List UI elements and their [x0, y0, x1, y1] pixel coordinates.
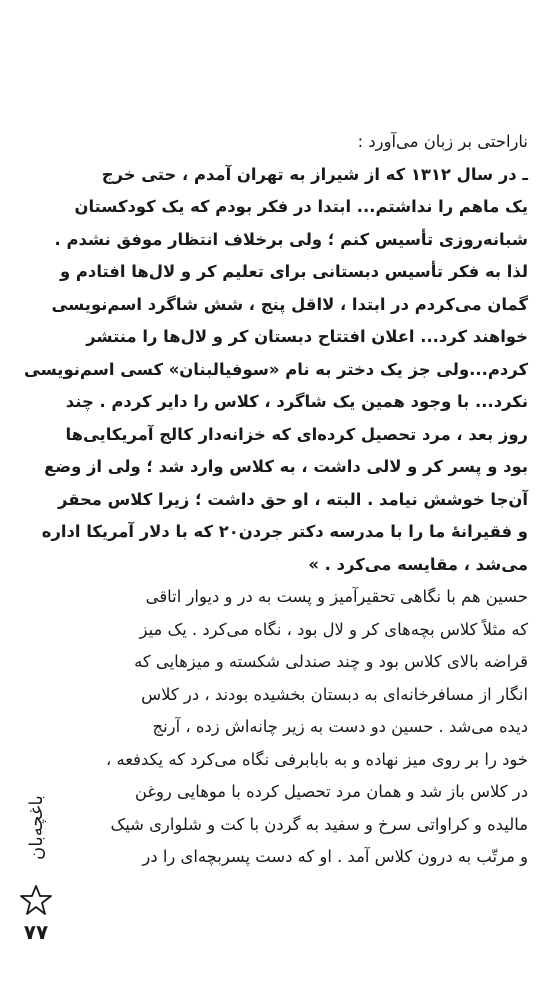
text-line: دیده می‌شد . حسین دو دست به زیر چانه‌اش زده ، آرنج	[152, 717, 528, 736]
text-line: خود را بر روی میز نهاده و به بابابرفی نگاه می‌کرد که یکدفعه ،	[105, 749, 528, 769]
text-line: یک ماهم را نداشتم... ابتدا در فکر بودم که یک کودکستان	[74, 197, 528, 216]
book-title: باغچه‌بان	[26, 795, 47, 861]
text-line: قراضه بالای کلاس بود و چند صندلی شکسته و میزهایی که	[134, 652, 528, 671]
text-line: شبانه‌روزی تأسیس کنم ؛ ولی برخلاف انتظار موفق نشدم .	[54, 229, 528, 249]
text-line: و فقیرانهٔ ما را با مدرسه دکتر جردن۲۰ که با دلار آمریکا اداره	[41, 522, 528, 541]
text-line: انگار از مسافرخانه‌ای به دبستان بخشیده بودند ، در کلاس	[141, 684, 528, 704]
text-line: کردم...ولی جز یک دختر به نام «سوفیالبنان» کسی اسم‌نویسی	[24, 359, 528, 379]
text-line: ناراحتی بر زبان می‌آورد :	[357, 132, 528, 151]
text-line: مالیده و کراواتی سرخ و سفید به گردن با کت و شلواری شیک	[110, 814, 528, 834]
text-line: حسین هم با نگاهی تحقیرآمیز و پست به در و دیوار اتاقی	[145, 587, 528, 606]
text-line: می‌شد ، مقایسه می‌کرد . »	[308, 554, 528, 574]
text-line: خواهند کرد... اعلان افتتاح دبستان کر و لال‌ها را منتشر	[86, 327, 528, 346]
page-number: ۷۷	[23, 920, 49, 944]
text-line: لذا به فکر تأسیس دبستانی برای تعلیم کر و لال‌ها افتادم و	[60, 262, 528, 281]
text-line: بود و پسر کر و لالی داشت ، به کلاس وارد شد ؛ ولی از وضع	[44, 457, 528, 476]
text-line: و مرتّب به درون کلاس آمد . او که دست پسربچه‌ای را در	[142, 847, 528, 866]
text-line: که مثلاً کلاس بچه‌های کر و لال بود ، نگاه می‌کرد . یک میز	[139, 619, 528, 639]
text-line: نکرد... با وجود همین یک شاگرد ، کلاس را دایر کردم . چند	[65, 392, 528, 411]
text-line: ـ در سال ۱۳۱۲ که از شیراز به تهران آمدم ، حتی خرج	[101, 164, 528, 184]
text-line: گمان می‌کردم در ابتدا ، لااقل پنج ، شش شاگرد اسم‌نویسی	[51, 294, 528, 314]
text-line: روز بعد ، مرد تحصیل کرده‌ای که خزانه‌دار کالج آمریکایی‌ها	[65, 424, 528, 444]
text-line: در کلاس باز شد و همان مرد تحصیل کرده با موهایی روغن	[134, 782, 528, 801]
page-sidebar	[14, 780, 58, 970]
star-icon	[20, 884, 52, 916]
text-line: آن‌جا خوشش نیامد . البته ، او حق داشت ؛ زیرا کلاس محقر	[58, 489, 528, 509]
